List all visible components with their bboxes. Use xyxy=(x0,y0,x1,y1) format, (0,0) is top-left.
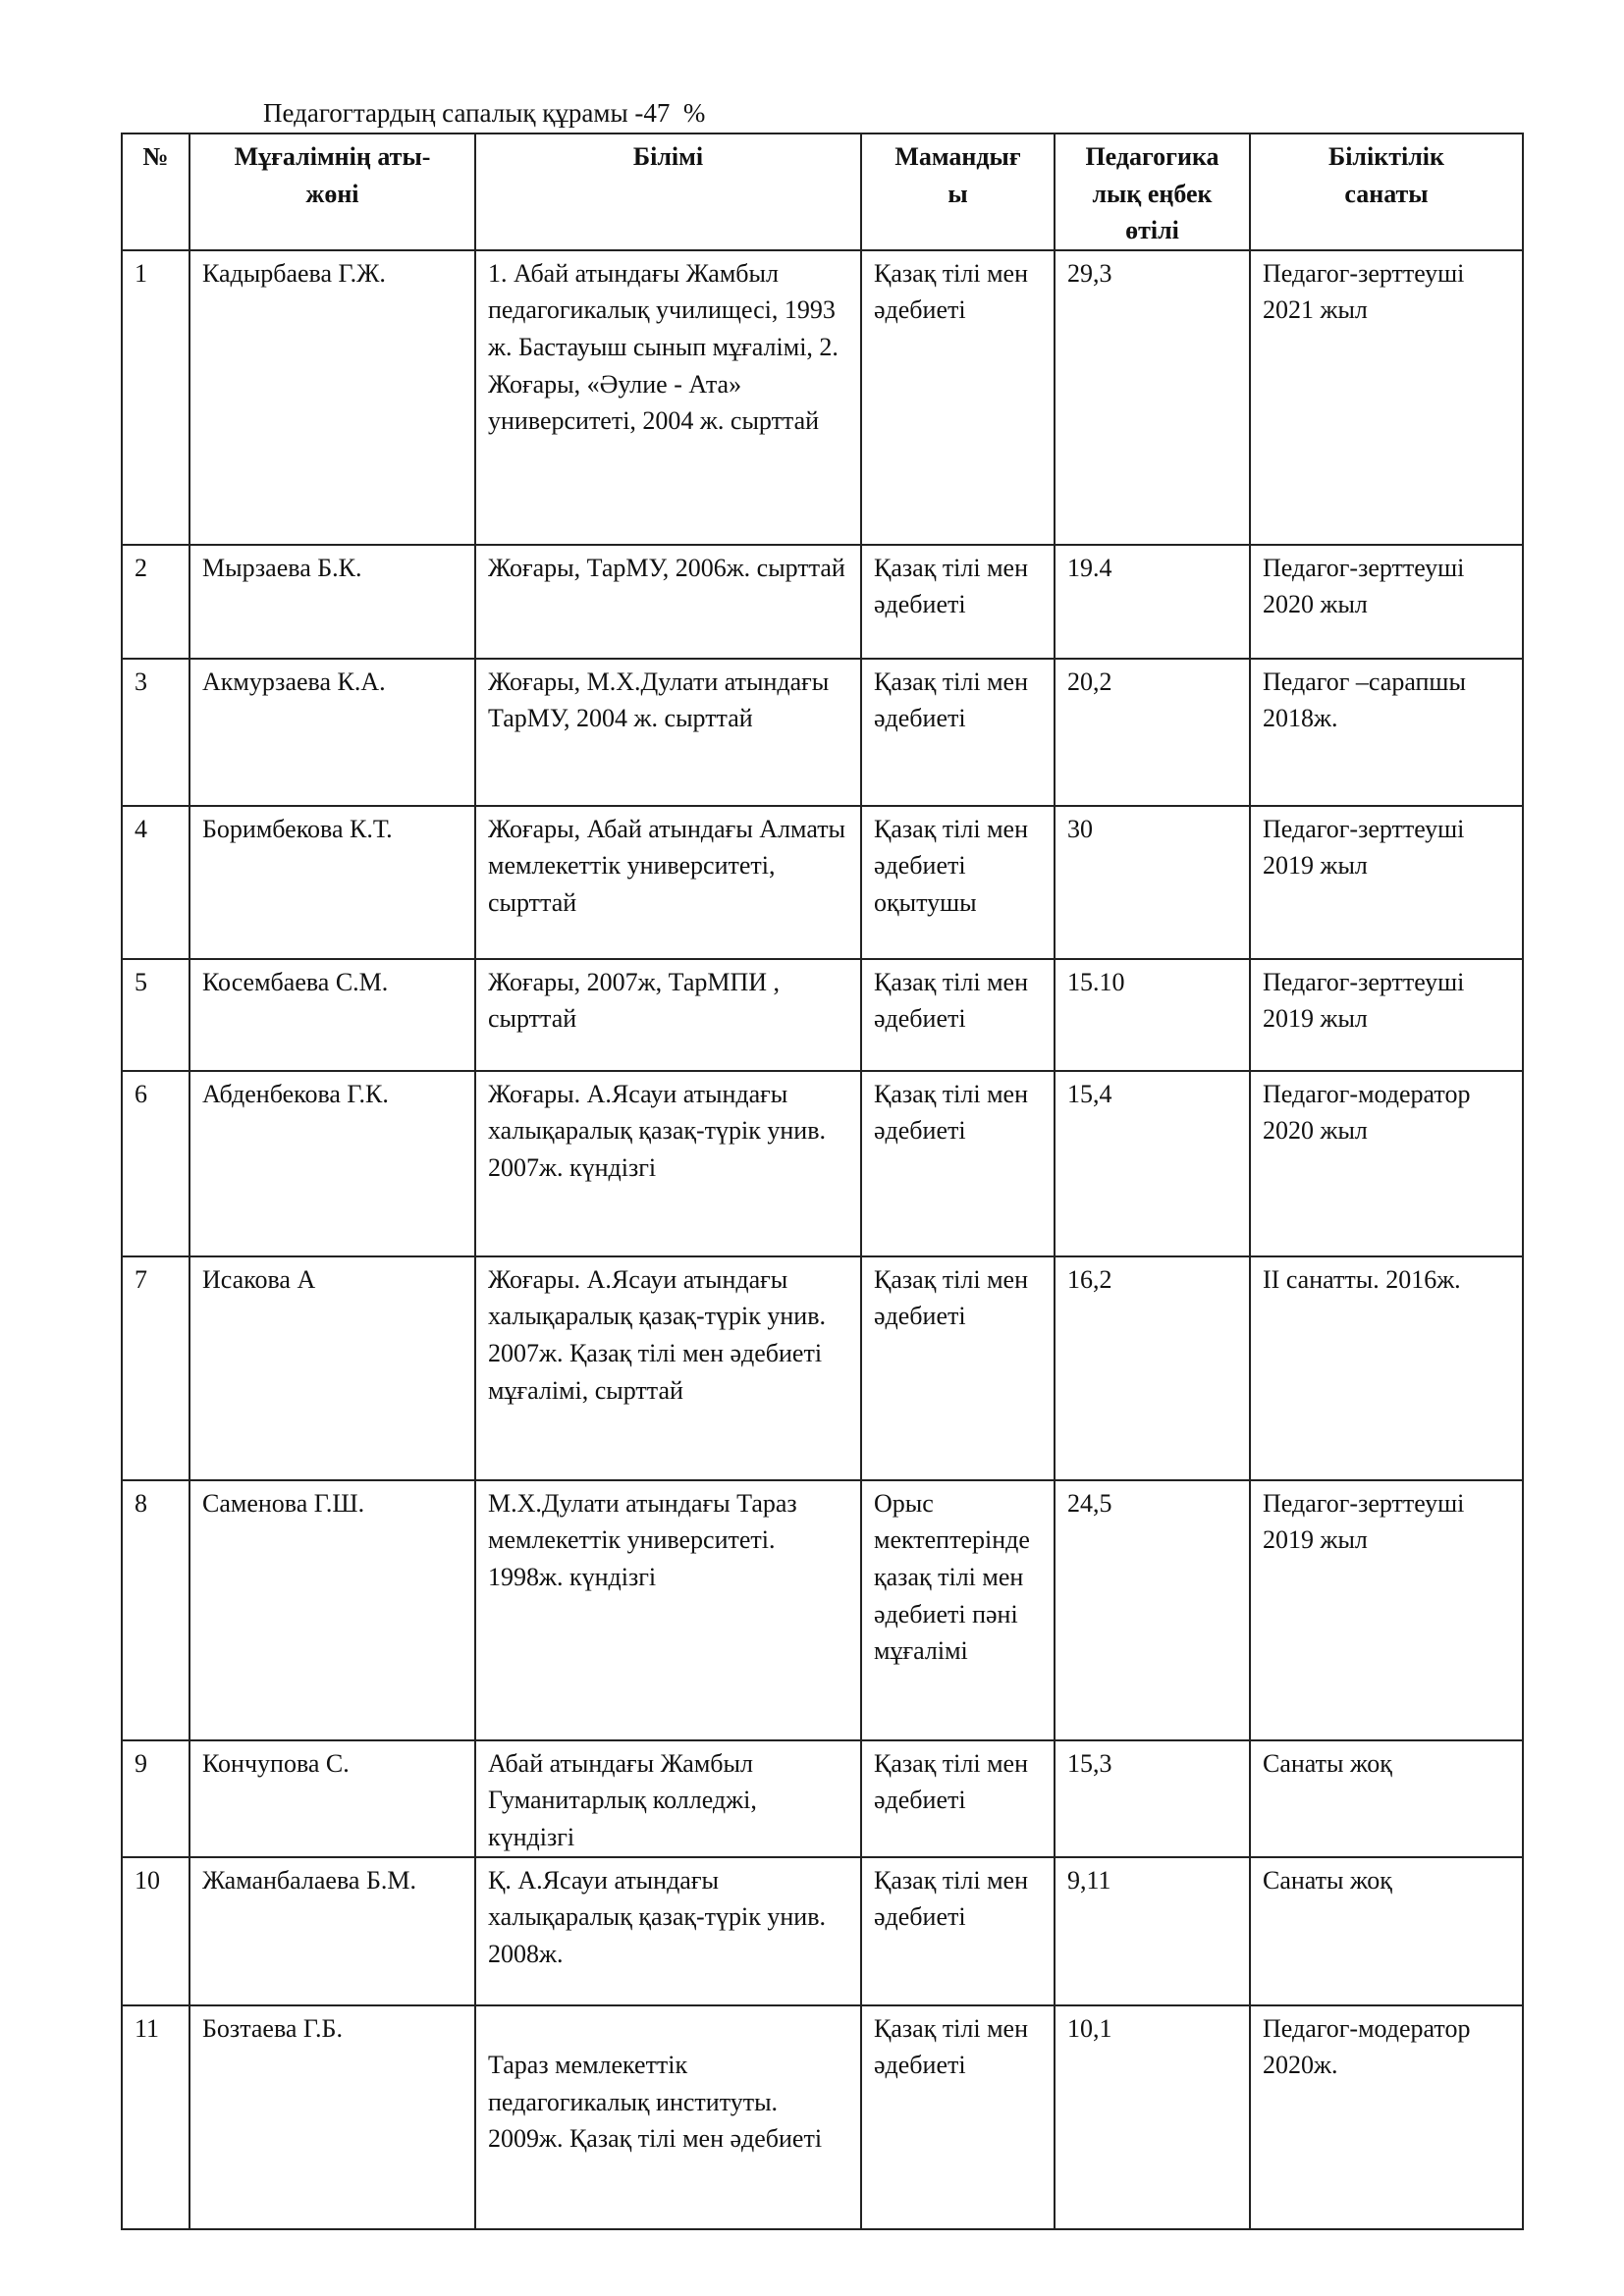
cell-name-text: Мырзаева Б.К. xyxy=(202,553,362,582)
cell-category xyxy=(1250,1740,1523,1857)
cell-experience-text: 16,2 xyxy=(1067,1264,1112,1294)
cell-education xyxy=(475,250,861,545)
cell-name-text: Кадырбаева Г.Ж. xyxy=(202,258,386,288)
cell-experience xyxy=(1055,2005,1250,2229)
cell-specialty xyxy=(861,545,1055,659)
cell-education xyxy=(475,545,861,659)
cell-specialty xyxy=(861,1857,1055,2005)
cell-name-text: Бозтаева Г.Б. xyxy=(202,2013,343,2043)
cell-education-text: Жоғары, ТарМУ, 2006ж. сырттай xyxy=(488,553,845,582)
header-education xyxy=(475,133,861,250)
cell-experience-text: 10,1 xyxy=(1067,2013,1112,2043)
cell-number xyxy=(122,545,189,659)
cell-category xyxy=(1250,959,1523,1071)
cell-number-text: 3 xyxy=(135,667,147,696)
document-title: Педагогтардың сапалық құрамы -47 % xyxy=(263,98,706,128)
cell-experience xyxy=(1055,959,1250,1071)
header-experience xyxy=(1055,133,1250,250)
cell-experience-text: 9,11 xyxy=(1067,1865,1111,1895)
cell-number-text: 7 xyxy=(135,1264,147,1294)
header-specialty-text: Мамандығ ы xyxy=(894,142,1021,208)
cell-education-text: Абай атындағы Жамбыл Гуманитарлық колледжі, күндізгі xyxy=(488,1748,757,1851)
cell-education xyxy=(475,959,861,1071)
cell-number xyxy=(122,659,189,806)
cell-name xyxy=(189,1857,475,2005)
table-row xyxy=(122,2005,1523,2229)
cell-experience-text: 15,4 xyxy=(1067,1079,1112,1108)
table-row xyxy=(122,1071,1523,1256)
cell-category xyxy=(1250,545,1523,659)
cell-education xyxy=(475,806,861,959)
cell-name xyxy=(189,1071,475,1256)
cell-specialty-text: Қазақ тілі мен әдебиеті оқытушы xyxy=(874,814,1029,917)
cell-number xyxy=(122,2005,189,2229)
cell-experience xyxy=(1055,659,1250,806)
cell-category-text: Педагог-зерттеуші 2020 жыл xyxy=(1263,553,1465,619)
cell-education-text: Жоғары, 2007ж, ТарМПИ , сырттай xyxy=(488,967,781,1034)
cell-category xyxy=(1250,1480,1523,1740)
cell-experience-text: 15,3 xyxy=(1067,1748,1112,1778)
cell-category xyxy=(1250,1071,1523,1256)
header-name-text: Мұғалімнің аты- жөні xyxy=(234,142,431,208)
cell-number-text: 6 xyxy=(135,1079,147,1108)
cell-education xyxy=(475,659,861,806)
cell-number xyxy=(122,1071,189,1256)
cell-name-text: Кончупова С. xyxy=(202,1748,350,1778)
cell-number-text: 10 xyxy=(135,1865,160,1895)
cell-specialty-text: Қазақ тілі мен әдебиеті xyxy=(874,2013,1029,2080)
cell-experience xyxy=(1055,806,1250,959)
cell-experience-text: 15.10 xyxy=(1067,967,1125,996)
cell-specialty xyxy=(861,1740,1055,1857)
cell-specialty xyxy=(861,659,1055,806)
cell-specialty xyxy=(861,959,1055,1071)
header-category-text: Біліктілік санаты xyxy=(1328,142,1444,208)
cell-specialty-text: Қазақ тілі мен әдебиеті xyxy=(874,258,1029,325)
cell-experience-text: 24,5 xyxy=(1067,1488,1112,1518)
cell-name-text: Исакова А xyxy=(202,1264,316,1294)
cell-education-text: Жоғары, М.Х.Дулати атындағы ТарМУ, 2004 ж. сырттай xyxy=(488,667,830,733)
cell-category-text: Санаты жоқ xyxy=(1263,1865,1392,1895)
cell-name xyxy=(189,1740,475,1857)
cell-category-text: Педагог-зерттеуші 2019 жыл xyxy=(1263,814,1465,881)
cell-name xyxy=(189,959,475,1071)
cell-education xyxy=(475,1256,861,1480)
table-header-row xyxy=(122,133,1523,250)
table-row xyxy=(122,806,1523,959)
cell-number-text: 1 xyxy=(135,258,147,288)
cell-specialty-text: Қазақ тілі мен әдебиеті xyxy=(874,967,1029,1034)
cell-category xyxy=(1250,659,1523,806)
cell-name xyxy=(189,2005,475,2229)
cell-specialty xyxy=(861,806,1055,959)
cell-name-text: Жаманбалаева Б.М. xyxy=(202,1865,416,1895)
cell-experience xyxy=(1055,1256,1250,1480)
cell-number-text: 8 xyxy=(135,1488,147,1518)
cell-specialty-text: Қазақ тілі мен әдебиеті xyxy=(874,1865,1029,1932)
cell-education-text: Қ. А.Ясауи атындағы халықаралық қазақ-түрік унив. 2008ж. xyxy=(488,1865,826,1968)
table-row xyxy=(122,959,1523,1071)
header-number xyxy=(122,133,189,250)
cell-education xyxy=(475,1740,861,1857)
cell-number-text: 2 xyxy=(135,553,147,582)
header-category xyxy=(1250,133,1523,250)
table-row xyxy=(122,659,1523,806)
cell-name-text: Боримбекова К.Т. xyxy=(202,814,393,843)
cell-category xyxy=(1250,2005,1523,2229)
cell-name xyxy=(189,659,475,806)
cell-category-text: Педагог-зерттеуші 2021 жыл xyxy=(1263,258,1465,325)
cell-name-text: Саменова Г.Ш. xyxy=(202,1488,365,1518)
cell-category-text: Санаты жоқ xyxy=(1263,1748,1392,1778)
cell-name-text: Акмурзаева К.А. xyxy=(202,667,386,696)
cell-education-text: М.Х.Дулати атындағы Тараз мемлекеттік университеті. 1998ж. күндізгі xyxy=(488,1488,797,1591)
cell-number-text: 9 xyxy=(135,1748,147,1778)
cell-number xyxy=(122,1480,189,1740)
cell-specialty-text: Қазақ тілі мен әдебиеті xyxy=(874,1748,1029,1815)
table-row xyxy=(122,1256,1523,1480)
header-specialty xyxy=(861,133,1055,250)
header-experience-text: Педагогика лық еңбек өтілі xyxy=(1085,142,1219,245)
cell-specialty xyxy=(861,2005,1055,2229)
cell-experience-text: 19.4 xyxy=(1067,553,1112,582)
cell-name xyxy=(189,545,475,659)
cell-name xyxy=(189,1256,475,1480)
cell-specialty-text: Қазақ тілі мен әдебиеті xyxy=(874,667,1029,733)
cell-experience-text: 29,3 xyxy=(1067,258,1112,288)
cell-experience xyxy=(1055,1071,1250,1256)
cell-number xyxy=(122,1256,189,1480)
cell-name xyxy=(189,806,475,959)
teachers-table xyxy=(121,133,1524,2230)
cell-specialty xyxy=(861,1256,1055,1480)
table-row xyxy=(122,545,1523,659)
cell-category-text: Педагог-модератор 2020ж. xyxy=(1263,2013,1471,2080)
cell-education-text: 1. Абай атындағы Жамбыл педагогикалық училищесі, 1993 ж. Бастауыш сынып мұғалімі, 2. Жоғары, «Әулие - Ата» университеті, 2004 ж. сырттай xyxy=(488,258,839,436)
cell-category-text: Педагог-модератор 2020 жыл xyxy=(1263,1079,1471,1146)
cell-name xyxy=(189,1480,475,1740)
cell-experience xyxy=(1055,1480,1250,1740)
cell-education-text: Жоғары. А.Ясауи атындағы халықаралық қазақ-түрік унив. 2007ж. күндізгі xyxy=(488,1079,826,1182)
cell-experience xyxy=(1055,545,1250,659)
cell-specialty xyxy=(861,1480,1055,1740)
cell-education xyxy=(475,2005,861,2229)
cell-number xyxy=(122,806,189,959)
cell-education xyxy=(475,1857,861,2005)
cell-experience-text: 30 xyxy=(1067,814,1093,843)
cell-category xyxy=(1250,250,1523,545)
cell-category-text: Педагог-зерттеуші 2019 жыл xyxy=(1263,1488,1465,1555)
cell-category-text: II санатты. 2016ж. xyxy=(1263,1264,1461,1294)
header-name xyxy=(189,133,475,250)
cell-education-text: Жоғары, Абай атындағы Алматы мемлекеттік университеті, сырттай xyxy=(488,814,846,917)
cell-category xyxy=(1250,806,1523,959)
header-education-text: Білімі xyxy=(632,142,704,171)
cell-number-text: 5 xyxy=(135,967,147,996)
cell-experience-text: 20,2 xyxy=(1067,667,1112,696)
cell-specialty-text: Қазақ тілі мен әдебиеті xyxy=(874,553,1029,619)
table-row xyxy=(122,1480,1523,1740)
cell-specialty xyxy=(861,1071,1055,1256)
cell-specialty-text: Орыс мектептерінде қазақ тілі мен әдебиеті пәні мұғалімі xyxy=(874,1488,1030,1666)
header-number-text: № xyxy=(142,142,169,171)
cell-name xyxy=(189,250,475,545)
cell-number-text: 4 xyxy=(135,814,147,843)
cell-number xyxy=(122,1857,189,2005)
cell-category xyxy=(1250,1857,1523,2005)
cell-education-text: Жоғары. А.Ясауи атындағы халықаралық қазақ-түрік унив. 2007ж. Қазақ тілі мен әдебиеті мұғалімі, сырттай xyxy=(488,1264,826,1405)
table-row xyxy=(122,1740,1523,1857)
cell-category xyxy=(1250,1256,1523,1480)
cell-number xyxy=(122,250,189,545)
cell-education xyxy=(475,1071,861,1256)
cell-category-text: Педагог –сарапшы 2018ж. xyxy=(1263,667,1466,733)
cell-education-text: Тараз мемлекеттік педагогикалық институты. 2009ж. Қазақ тілі мен әдебиеті xyxy=(488,2051,823,2154)
cell-specialty-text: Қазақ тілі мен әдебиеті xyxy=(874,1079,1029,1146)
cell-number-text: 11 xyxy=(135,2013,160,2043)
table-row xyxy=(122,250,1523,545)
cell-number xyxy=(122,959,189,1071)
table-row xyxy=(122,1857,1523,2005)
cell-number xyxy=(122,1740,189,1857)
cell-education xyxy=(475,1480,861,1740)
cell-experience xyxy=(1055,1857,1250,2005)
cell-specialty-text: Қазақ тілі мен әдебиеті xyxy=(874,1264,1029,1331)
cell-category-text: Педагог-зерттеуші 2019 жыл xyxy=(1263,967,1465,1034)
cell-specialty xyxy=(861,250,1055,545)
cell-experience xyxy=(1055,1740,1250,1857)
cell-name-text: Косембаева С.М. xyxy=(202,967,389,996)
cell-name-text: Абденбекова Г.К. xyxy=(202,1079,389,1108)
cell-experience xyxy=(1055,250,1250,545)
